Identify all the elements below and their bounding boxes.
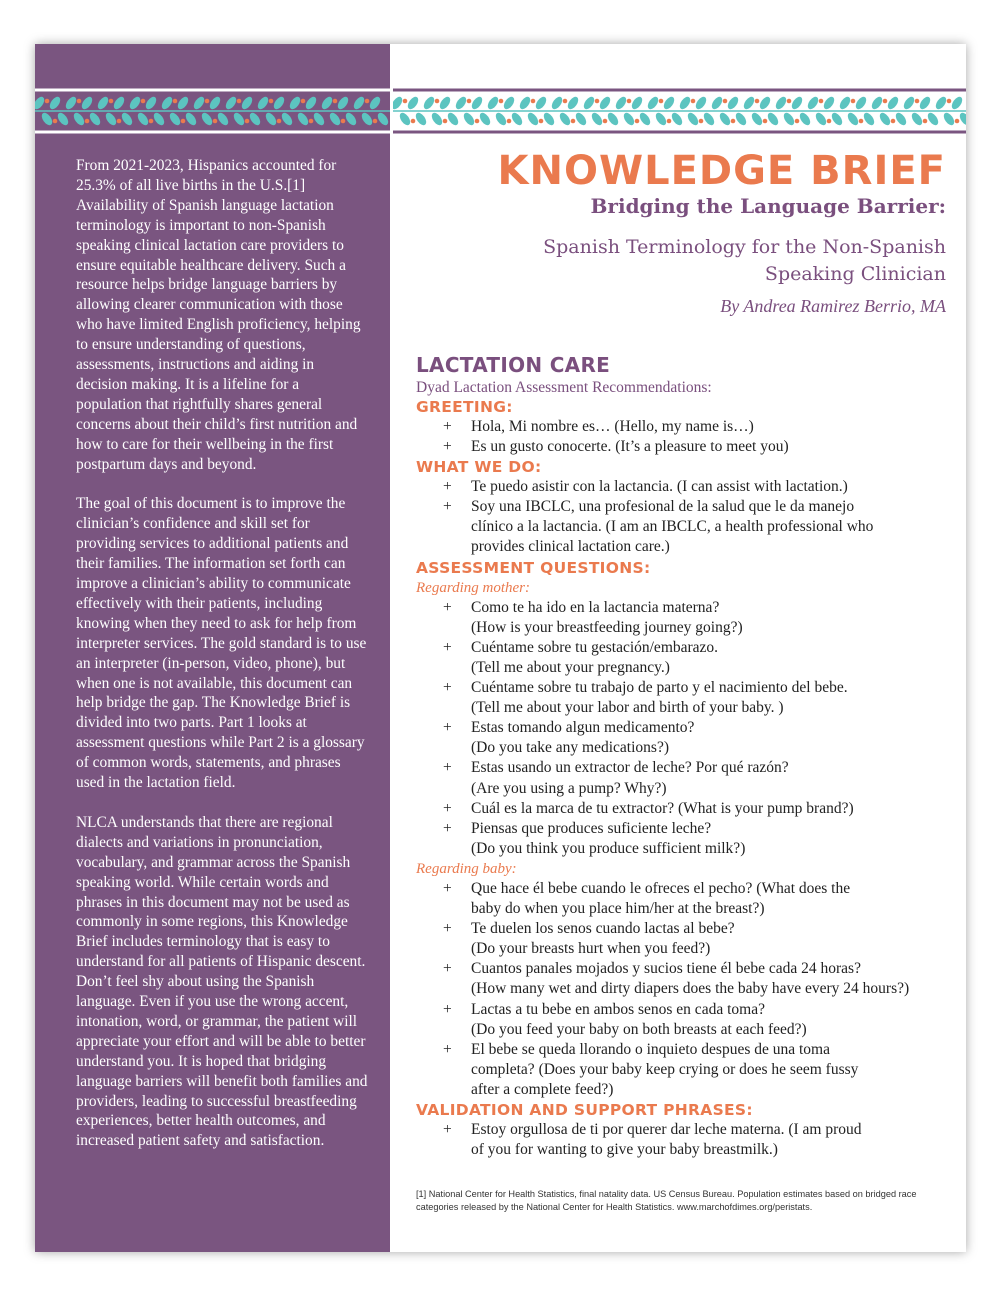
question-english: (Are you using a pump? Why?)	[471, 779, 667, 797]
subtitle-secondary-line: Spanish Terminology for the Non-Spanish	[543, 236, 946, 258]
berry-icon	[53, 119, 58, 124]
list-item	[416, 638, 946, 678]
leaf-icon	[40, 111, 55, 127]
sidebar-paragraph: From 2021-2023, Hispanics accounted for 25.3% of all live births in the U.S.[1] Availability of Spanish language lactation terminology is important to non-Spanish speaking clinical lactation care providers to ensure equitable healthcare delivery. Such a resource helps bridge language barriers by allowing clearer communication with those who have limited English proficiency, helping to ensure understanding of questions, assessments, instructions and aiding in decision making. It is a lifeline for a population that rightfully shares general concerns about their child’s first nutrition and how to care for their wellbeing in the first postpartum days and beyond.	[76, 157, 361, 473]
berry-icon	[467, 99, 472, 104]
berry-icon	[277, 119, 282, 124]
leaf-icon	[360, 111, 375, 127]
list-item-text: Hola, Mi nombre es… (Hello, my name is…)	[471, 418, 754, 435]
sidebar-paragraph: The goal of this document is to improve the clinician’s confidence and skill set for providing services to additional patients and their families. The information set forth can improve a clinician’s ability to communicate effectively with their patients, including knowing when they need to ask for help from interpreter services. The gold standard is to use an interpreter (in-person, video, phone), but when one is not available, this document can help bridge the gap. The Knowledge Brief is divided into two parts. Part 1 looks at assessment questions while Part 2 is a glossary of common words, statements, and phrases used in the lactation field.	[76, 495, 367, 792]
bullet-plus: +	[443, 1040, 452, 1058]
list-item	[416, 879, 946, 919]
berry-icon	[667, 119, 672, 124]
bullet-plus: +	[443, 719, 452, 737]
leaf-icon	[160, 95, 175, 111]
baby-questions-list	[416, 879, 946, 1100]
sidebar	[35, 44, 390, 1252]
subtitle-secondary-line: Speaking Clinician	[764, 263, 946, 285]
subgroup-label-mother: Regarding mother:	[416, 579, 531, 596]
question-spanish: Cuál es la marca de tu extractor? (What is your pump brand?)	[471, 799, 854, 817]
leaf-icon	[184, 111, 199, 127]
leaf-icon	[112, 95, 127, 111]
list-item	[416, 1000, 946, 1040]
bullet-plus: +	[443, 418, 452, 435]
berry-icon	[787, 99, 792, 104]
decorative-vine-band-right	[393, 87, 966, 135]
leaf-icon	[104, 111, 119, 127]
berry-icon	[213, 119, 218, 124]
bullet-plus: +	[443, 799, 452, 817]
question-english: (Tell me about your labor and birth of your baby. )	[471, 699, 784, 717]
leaf-icon	[304, 95, 319, 111]
berry-icon	[403, 99, 408, 104]
question-spanish: Cuéntame sobre tu gestación/embarazo.	[471, 638, 719, 656]
leaf-icon	[272, 95, 287, 111]
leaf-icon	[296, 111, 311, 127]
leaf-icon	[248, 111, 263, 127]
question-english: baby do when you place him/her at the breast?)	[471, 900, 765, 918]
berry-icon	[755, 99, 760, 104]
list-item-text: Es un gusto conocerte. (It’s a pleasure to meet you)	[471, 438, 789, 456]
leaf-icon	[320, 95, 335, 111]
category-heading-what-we-do: WHAT WE DO:	[416, 458, 542, 477]
berry-icon	[571, 119, 576, 124]
leaf-icon	[336, 95, 351, 111]
question-english: (Do your breasts hurt when you feed?)	[471, 940, 711, 958]
berry-icon	[923, 119, 928, 124]
leaf-icon	[168, 111, 183, 127]
leaf-icon	[328, 111, 343, 127]
berry-icon	[181, 119, 186, 124]
list-item	[416, 497, 946, 557]
question-spanish: Cuéntame sobre tu trabajo de parto y el nacimiento del bebe.	[471, 679, 848, 697]
question-spanish: Te duelen los senos cuando lactas al bebe?	[471, 920, 735, 938]
list-item	[416, 819, 946, 859]
berry-icon	[763, 119, 768, 124]
berry-icon	[365, 99, 370, 104]
berry-icon	[141, 99, 146, 104]
question-english: (Do you think you produce sufficient milk?)	[471, 839, 746, 857]
subgroup-label-baby: Regarding baby:	[416, 860, 517, 877]
berry-icon	[269, 99, 274, 104]
berry-icon	[77, 99, 82, 104]
berry-icon	[795, 119, 800, 124]
leaf-icon	[232, 111, 247, 127]
bullet-plus: +	[443, 679, 452, 697]
berry-icon	[499, 99, 504, 104]
subtitle-secondary	[543, 234, 946, 288]
berry-icon	[117, 119, 122, 124]
leaf-icon	[240, 95, 255, 111]
berry-icon	[819, 99, 824, 104]
mother-questions-list	[416, 598, 946, 859]
leaf-icon	[80, 95, 95, 111]
leaf-icon	[35, 95, 46, 111]
leaf-icon	[264, 111, 279, 127]
leaf-icon	[120, 111, 135, 127]
berry-icon	[309, 119, 314, 124]
question-spanish: Lactas a tu bebe en ambos senos en cada toma?	[471, 1000, 765, 1018]
document-page	[35, 44, 966, 1252]
list-item	[416, 477, 946, 497]
berry-icon	[827, 119, 832, 124]
question-english: (Tell me about your pregnancy.)	[471, 658, 670, 676]
berry-icon	[173, 99, 178, 104]
leaf-icon	[256, 95, 271, 111]
bullet-plus: +	[443, 879, 452, 897]
bullet-plus: +	[443, 498, 452, 516]
berry-icon	[891, 119, 896, 124]
leaf-icon	[352, 95, 367, 111]
berry-icon	[507, 119, 512, 124]
question-english: (Do you take any medications?)	[471, 739, 669, 757]
berry-icon	[373, 119, 378, 124]
berry-icon	[205, 99, 210, 104]
bullet-plus: +	[443, 598, 452, 616]
question-english: completa? (Does your baby keep crying or does he seem fussy	[471, 1060, 859, 1078]
lactation-care-section	[416, 353, 946, 1160]
leaf-icon	[64, 95, 79, 111]
berry-icon	[947, 99, 952, 104]
leaf-icon	[288, 95, 303, 111]
section-heading: LACTATION CARE	[416, 353, 611, 377]
leaf-icon	[208, 95, 223, 111]
berry-icon	[237, 99, 242, 104]
question-english: (Do you feed your baby on both breasts at each feed?)	[471, 1020, 807, 1038]
list-item	[416, 718, 946, 758]
leaf-icon	[152, 111, 167, 127]
phrase-line: of you for wanting to give your baby breastmilk.)	[471, 1141, 778, 1159]
berry-icon	[435, 99, 440, 104]
leaf-icon	[216, 111, 231, 127]
question-spanish: Cuantos panales mojados y sucios tiene él bebe cada 24 horas?	[471, 960, 861, 978]
question-english: (How many wet and dirty diapers does the baby have every 24 hours?)	[471, 980, 910, 998]
question-spanish: Estas tomando algun medicamento?	[471, 719, 695, 737]
leaf-icon	[56, 111, 71, 127]
page-title: KNOWLEDGE BRIEF	[497, 148, 946, 194]
category-heading-assessment: ASSESSMENT QUESTIONS:	[416, 558, 651, 577]
list-item	[416, 598, 946, 638]
subtitle: Bridging the Language Barrier:	[590, 194, 946, 218]
leaf-icon	[344, 111, 359, 127]
question-spanish: Que hace él bebe cuando le ofreces el pecho? (What does the	[471, 879, 851, 897]
leaf-icon	[376, 111, 390, 127]
leaf-icon	[48, 95, 63, 111]
berry-icon	[915, 99, 920, 104]
leaf-icon	[312, 111, 327, 127]
bullet-plus: +	[443, 438, 452, 456]
leaf-icon	[128, 95, 143, 111]
list-item	[416, 758, 946, 798]
question-spanish: Estas usando un extractor de leche? Por qué razón?	[471, 759, 789, 777]
question-english: (How is your breastfeeding journey going?)	[471, 618, 743, 636]
berry-icon	[245, 119, 250, 124]
list-item-text: Soy una IBCLC, una profesional de la salud que le da manejo clínico a la lactancia. (I am an IBCLC, a health professional who provides clinical lactation care.)	[471, 498, 874, 556]
leaf-icon	[224, 95, 239, 111]
berry-icon	[883, 99, 888, 104]
category-heading-greeting: GREETING:	[416, 398, 513, 416]
berry-icon	[475, 119, 480, 124]
berry-icon	[691, 99, 696, 104]
berry-icon	[627, 99, 632, 104]
author-byline: By Andrea Ramirez Berrio, MA	[720, 296, 946, 316]
leaf-icon	[192, 95, 207, 111]
leaf-icon	[96, 95, 111, 111]
list-item	[416, 799, 946, 819]
berry-icon	[341, 119, 346, 124]
list-item	[416, 437, 946, 457]
list-item	[416, 417, 946, 437]
berry-icon	[301, 99, 306, 104]
berry-icon	[411, 119, 416, 124]
leaf-icon	[176, 95, 191, 111]
leaf-icon	[144, 95, 159, 111]
sidebar-text	[76, 156, 368, 1171]
vine-pattern-icon	[35, 87, 390, 135]
bullet-plus: +	[443, 1000, 452, 1018]
decorative-vine-band-left	[35, 87, 390, 135]
berry-icon	[539, 119, 544, 124]
question-spanish: Piensas que produces suficiente leche?	[471, 819, 712, 837]
berry-icon	[699, 119, 704, 124]
bullet-plus: +	[443, 1121, 452, 1138]
leaf-icon	[88, 111, 103, 127]
category-heading-validation: VALIDATION AND SUPPORT PHRASES:	[416, 1101, 753, 1119]
berry-icon	[563, 99, 568, 104]
berry-icon	[723, 99, 728, 104]
berry-icon	[149, 119, 154, 124]
leaf-icon	[280, 111, 295, 127]
leaf-icon	[136, 111, 151, 127]
vine-pattern-icon	[393, 87, 966, 135]
berry-icon	[659, 99, 664, 104]
leaf-icon	[72, 111, 87, 127]
berry-icon	[109, 99, 114, 104]
list-item	[416, 1040, 946, 1100]
question-spanish: Como te ha ido en la lactancia materna?	[471, 598, 720, 616]
list-item-text: Te puedo asistir con la lactancia. (I can assist with lactation.)	[471, 478, 848, 496]
leaf-icon	[368, 95, 383, 111]
berry-icon	[635, 119, 640, 124]
phrase-line: Estoy orgullosa de ti por querer dar leche materna. (I am proud	[471, 1121, 862, 1138]
bullet-plus: +	[443, 960, 452, 978]
berry-icon	[333, 99, 338, 104]
berry-icon	[595, 99, 600, 104]
berry-icon	[85, 119, 90, 124]
sidebar-paragraph: NLCA understands that there are regional dialects and variations in pronunciation, vocabulary, and grammar across the Spanish speaking world. While certain words and phrases in this document may not be used as commonly in some regions, this Knowledge Brief includes terminology that is easy to understand for all patients of Hispanic descent. Don’t feel shy about using the Spanish language. Even if you use the wrong accent, intonation, word, or grammar, the patient will appreciate your effort and will be able to better understand you. It is hoped that bridging language barriers will benefit both families and providers, leading to successful breastfeeding experiences, better health outcomes, and increased patient safety and satisfaction.	[76, 813, 368, 1150]
bullet-plus: +	[443, 759, 452, 777]
question-english: after a complete feed?)	[471, 1080, 614, 1098]
berry-icon	[955, 119, 960, 124]
list-item	[416, 959, 946, 999]
section-intro: Dyad Lactation Assessment Recommendations:	[416, 379, 712, 396]
berry-icon	[603, 119, 608, 124]
berry-icon	[531, 99, 536, 104]
berry-icon	[731, 119, 736, 124]
berry-icon	[45, 99, 50, 104]
bullet-plus: +	[443, 819, 452, 837]
berry-icon	[443, 119, 448, 124]
bullet-plus: +	[443, 920, 452, 938]
bullet-plus: +	[443, 478, 452, 496]
footnote: [1] National Center for Health Statistics, final natality data. US Census Bureau. Population estimates based on bridged race categories released by the National Center for Health Statistics. www.marchofdimes.org/peristats.	[416, 1189, 917, 1212]
question-spanish: El bebe se queda llorando o inquieto despues de una toma	[471, 1040, 830, 1058]
berry-icon	[851, 99, 856, 104]
list-item	[416, 919, 946, 959]
berry-icon	[859, 119, 864, 124]
leaf-icon	[200, 111, 215, 127]
bullet-plus: +	[443, 638, 452, 656]
list-item	[416, 1120, 946, 1160]
list-item	[416, 678, 946, 718]
